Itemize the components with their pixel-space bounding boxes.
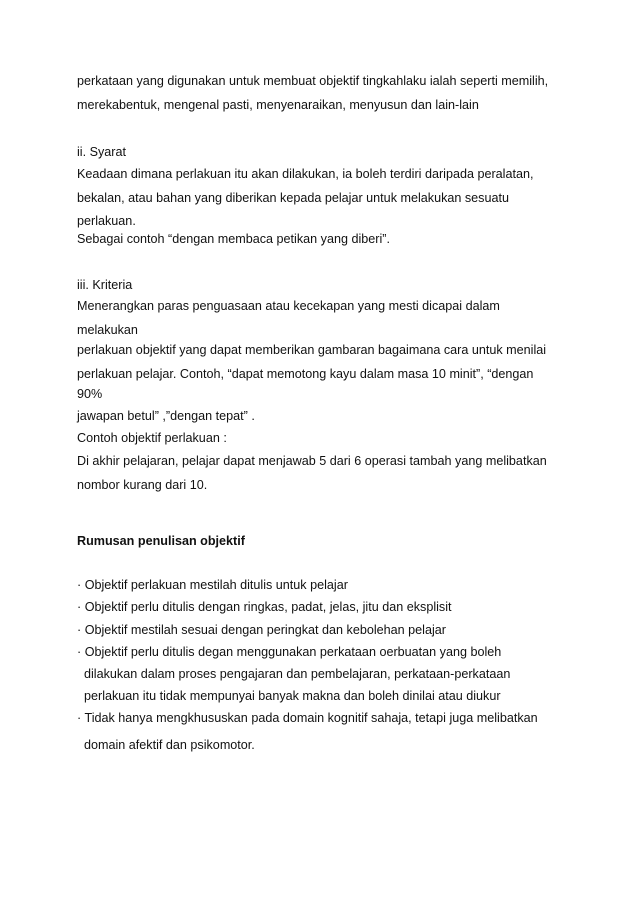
kriteria-line-2: melakukan: [77, 323, 138, 337]
kriteria-line-1: Menerangkan paras penguasaan atau kecekapan yang mesti dicapai dalam: [77, 299, 500, 313]
syarat-line-4: Sebagai contoh “dengan membaca petikan yang diberi”.: [77, 232, 390, 246]
kriteria-heading: iii. Kriteria: [77, 278, 133, 292]
syarat-line-1: Keadaan dimana perlakuan itu akan dilakukan, ia boleh terdiri daripada peralatan,: [77, 167, 534, 181]
kriteria-line-8: Di akhir pelajaran, pelajar dapat menjawab 5 dari 6 operasi tambah yang melibatkan: [77, 454, 547, 468]
kriteria-line-4: perlakuan pelajar. Contoh, “dapat memotong kayu dalam masa 10 minit”, “dengan: [77, 367, 534, 381]
syarat-line-2: bekalan, atau bahan yang diberikan kepada pelajar untuk melakukan sesuatu: [77, 191, 509, 205]
kriteria-line-6: jawapan betul” ,”dengan tepat” .: [77, 409, 255, 423]
syarat-line-3: perlakuan.: [77, 214, 136, 228]
rumusan-item-3: · Objektif mestilah sesuai dengan peringkat dan kebolehan pelajar: [77, 623, 446, 637]
rumusan-item-5-line-1: · Tidak hanya mengkhususkan pada domain kognitif sahaja, tetapi juga melibatkan: [77, 711, 538, 725]
kriteria-line-7: Contoh objektif perlakuan :: [77, 431, 227, 445]
kriteria-line-5: 90%: [77, 387, 103, 401]
paragraph-1-line-1: perkataan yang digunakan untuk membuat objektif tingkahlaku ialah seperti memilih,: [77, 74, 549, 88]
syarat-heading: ii. Syarat: [77, 145, 126, 159]
rumusan-item-1: · Objektif perlakuan mestilah ditulis untuk pelajar: [77, 578, 348, 592]
kriteria-line-3: perlakuan objektif yang dapat memberikan gambaran bagaimana cara untuk menilai: [77, 343, 547, 357]
rumusan-item-5-line-2: domain afektif dan psikomotor.: [84, 738, 255, 752]
paragraph-1-line-2: merekabentuk, mengenal pasti, menyenaraikan, menyusun dan lain-lain: [77, 98, 479, 112]
rumusan-heading: Rumusan penulisan objektif: [77, 534, 245, 548]
kriteria-line-9: nombor kurang dari 10.: [77, 478, 208, 492]
rumusan-item-4-line-2: dilakukan dalam proses pengajaran dan pembelajaran, perkataan-perkataan: [84, 667, 511, 681]
rumusan-item-4-line-1: · Objektif perlu ditulis degan menggunakan perkataan oerbuatan yang boleh: [77, 645, 502, 659]
rumusan-item-4-line-3: perlakuan itu tidak mempunyai banyak makna dan boleh dinilai atau diukur: [84, 689, 501, 703]
rumusan-item-2: · Objektif perlu ditulis dengan ringkas, padat, jelas, jitu dan eksplisit: [77, 600, 452, 614]
